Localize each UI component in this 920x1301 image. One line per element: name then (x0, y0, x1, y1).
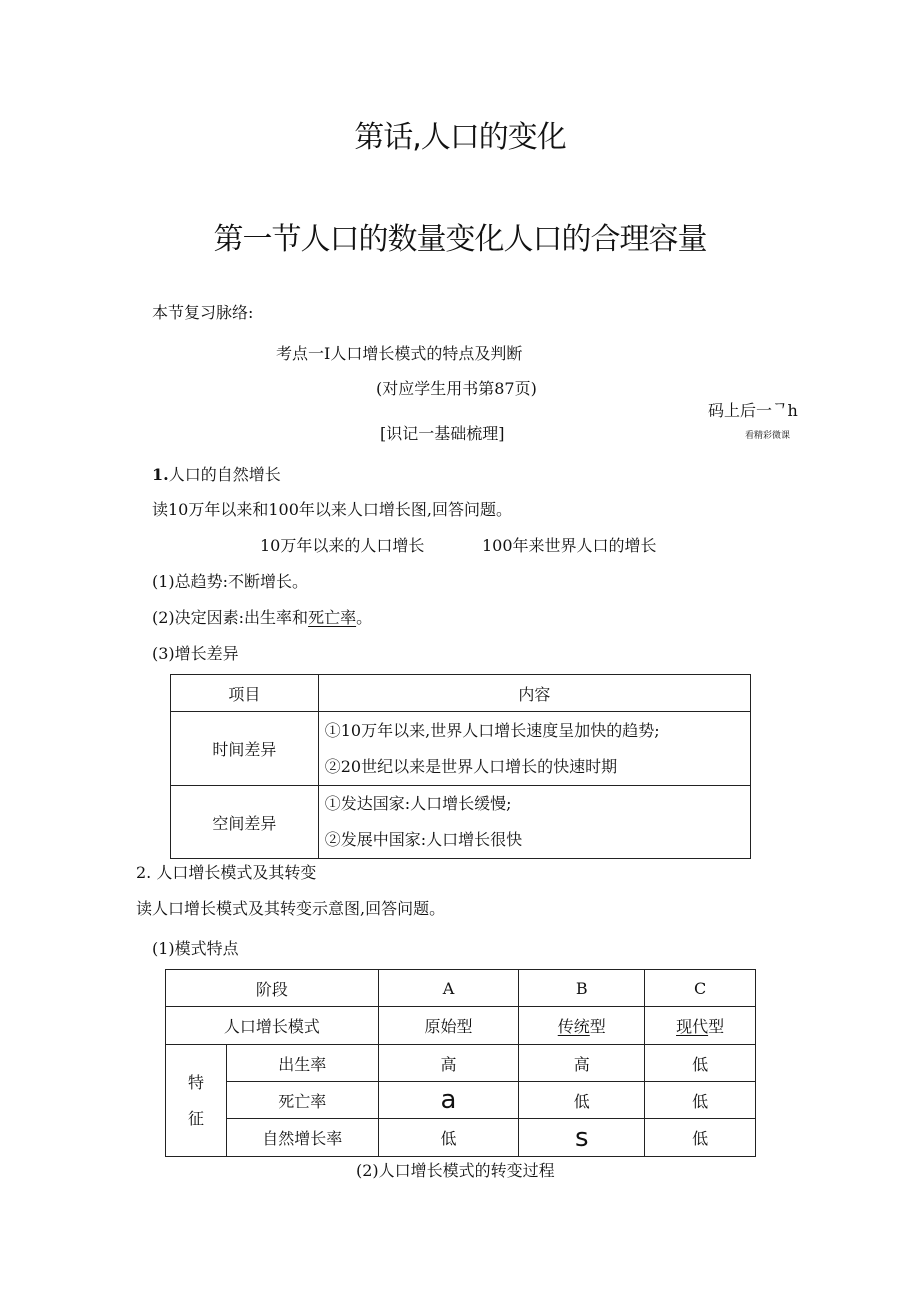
s2-intro: 读人口增长模式及其转变示意图,回答问题。 (136, 899, 446, 918)
birth-c: 低 (645, 1045, 756, 1082)
table-row (166, 1045, 756, 1082)
s2-heading: 2. 人口增长模式及其转变 (136, 863, 317, 882)
kaodian-heading: 考点一I人口增长模式的特点及判断 (276, 344, 523, 363)
mode-c-suffix: 型 (708, 1017, 725, 1036)
mode-c (645, 1007, 756, 1045)
time-diff-line-2: ②20世纪以来是世界人口增长的快速时期 (324, 756, 618, 776)
mode-b (519, 1007, 645, 1045)
chapter-title: 第话,人口的变化 (354, 120, 566, 155)
mode-c-answer: 现代 (676, 1017, 709, 1036)
section-title: 第一节人口的数量变化人口的合理容量 (213, 222, 707, 257)
table-row (171, 675, 751, 712)
natural-a: 低 (378, 1119, 519, 1157)
death-rate-label: 死亡率 (226, 1082, 378, 1119)
s1-q3: (3)增长差异 (152, 644, 239, 663)
table-row (166, 1119, 756, 1157)
feature-char-1: 特 (187, 1072, 204, 1092)
table-row (171, 786, 751, 859)
qr-code-caption[interactable]: 码上后一ᄀh (708, 401, 798, 420)
death-a: a (378, 1082, 519, 1119)
s1-heading (152, 462, 281, 485)
table-row (166, 1082, 756, 1119)
growth-difference-table (170, 674, 751, 859)
time-diff-line-1: ①10万年以来,世界人口增长速度呈加快的趋势; (324, 720, 660, 740)
figure-label-1: 10万年以来的人口增长 (260, 536, 425, 555)
birth-a: 高 (378, 1045, 519, 1082)
s1-q1: (1)总趋势:不断增长。 (152, 572, 309, 591)
figure-label-2: 100年来世界人口的增长 (482, 536, 657, 555)
micro-lesson-note: 看精彩微课 (745, 431, 791, 441)
table-row (171, 712, 751, 786)
header-item: 项目 (171, 675, 319, 712)
feature-label (166, 1045, 227, 1157)
page-reference: (对应学生用书第87页) (376, 379, 537, 398)
stage-a: A (378, 970, 519, 1007)
space-diff-content (318, 786, 750, 859)
s1-heading-text: 人口的自然增长 (168, 465, 281, 484)
mode-b-answer: 传统 (557, 1017, 590, 1036)
natural-b: s (519, 1119, 645, 1157)
s1-number: 1. (152, 465, 169, 484)
natural-c: 低 (645, 1119, 756, 1157)
s1-intro: 读10万年以来和100年以来人口增长图,回答问题。 (152, 500, 512, 519)
header-content: 内容 (318, 675, 750, 712)
s1-q2-answer: 死亡率 (308, 608, 357, 627)
s2-q2: (2)人口增长模式的转变过程 (356, 1161, 555, 1180)
time-diff-content (318, 712, 750, 786)
s1-q2 (152, 605, 372, 628)
s1-q2-pre: (2)决定因素:出生率和 (152, 608, 309, 627)
growth-model-table (165, 969, 756, 1157)
stage-label: 阶段 (166, 970, 379, 1007)
birth-rate-label: 出生率 (226, 1045, 378, 1082)
mode-b-suffix: 型 (589, 1017, 606, 1036)
birth-b: 高 (519, 1045, 645, 1082)
time-diff-label: 时间差异 (171, 712, 319, 786)
natural-rate-label: 自然增长率 (226, 1119, 378, 1157)
table-row (166, 1007, 756, 1045)
stage-c: C (645, 970, 756, 1007)
s2-q1: (1)模式特点 (152, 939, 239, 958)
table-row (166, 970, 756, 1007)
review-label: 本节复习脉络: (152, 303, 254, 322)
space-diff-line-1: ①发达国家:人口增长缓慢; (324, 794, 512, 813)
space-diff-line-2: ②发展中国家:人口增长很快 (324, 830, 523, 849)
death-c: 低 (645, 1082, 756, 1119)
basics-label: [识记一基础梳理] (380, 424, 505, 443)
death-b: 低 (519, 1082, 645, 1119)
mode-a: 原始型 (378, 1007, 519, 1045)
feature-char-2: 征 (187, 1108, 204, 1128)
space-diff-label: 空间差异 (171, 786, 319, 859)
mode-label: 人口增长模式 (166, 1007, 379, 1045)
stage-b: B (519, 970, 645, 1007)
s1-q2-post: 。 (356, 608, 373, 627)
